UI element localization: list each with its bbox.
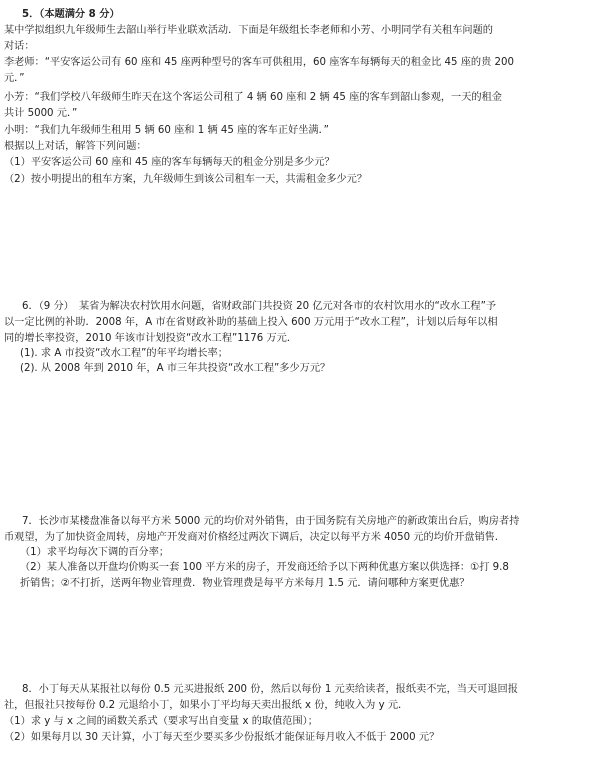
q7-line-2: 币观望，为了加快资金周转，房地产开发商对价格经过两次下调后，决定以每平方米 4050 元的均价开盘销售． (4, 532, 506, 543)
q6-sub-question-1: (1). 求 A 市投资“改水工程”的年平均增长率； (20, 348, 228, 359)
q5-title: 5．（本题满分 8 分） (22, 9, 120, 20)
q7-line-1: 7．长沙市某楼盘准备以每平方米 5000 元的均价对外销售，由于国务院有关房地产的新政策出台后，购房者持 (22, 516, 520, 527)
q7-sub-question-2-line-1: （2）某人准备以开盘均价购买一套 100 平方米的房子，开发商还给予以下两种优惠方案以供选择：①打 9.8 (20, 562, 509, 573)
q5-intro-line-2: 对话： (4, 41, 35, 52)
q5-prompt: 根据以上对话，解答下列问题： (4, 141, 147, 152)
q5-sub-question-1: （1）平安客运公司 60 座和 45 座的客车每辆每天的租金分别是多少元？ (4, 157, 335, 168)
q8-line-2: 社，但报社只按每份 0.2 元退给小丁，如果小丁平均每天卖出报纸 x 份，纯收入为 y 元． (4, 700, 409, 711)
q5-teacher-line-2: 元．” (4, 73, 25, 84)
q6-line-1: 6．（9 分） 某省为解决农村饮用水问题，省财政部门共投资 20 亿元对各市的农村饮用水的“改水工程”予 (22, 301, 497, 312)
q5-ming-line: 小明：“我们九年级师生租用 5 辆 60 座和 1 辆 45 座的客车正好坐满．” (4, 125, 329, 136)
q8-line-1: 8．小丁每天从某报社以每份 0.5 元买进报纸 200 份，然后以每份 1 元卖给读者，报纸卖不完，当天可退回报 (22, 684, 518, 695)
q7-sub-question-1: （1）求平均每次下调的百分率； (20, 547, 170, 558)
q8-sub-question-2: （2）如果每月以 30 天计算，小丁每天至少要买多少份报纸才能保证每月收入不低于 2000 元？ (4, 732, 440, 743)
q6-line-3: 同的增长率投资，2010 年该市计划投资“改水工程”1176 万元． (4, 333, 298, 344)
q6-sub-question-2: (2). 从 2008 年到 2010 年，A 市三年共投资“改水工程”多少万元？ (20, 363, 331, 374)
q5-intro-line-1: 某中学拟组织九年级师生去韶山举行毕业联欢活动．下面是年级组长李老师和小芳、小明同学有关租车问题的 (4, 25, 493, 36)
q8-sub-question-1: （1）求 y 与 x 之间的函数关系式（要求写出自变量 x 的取值范围）； (4, 716, 318, 727)
q5-sub-question-2: （2）按小明提出的租车方案，九年级师生到该公司租车一天，共需租金多少元？ (4, 174, 368, 185)
q5-fang-line-1: 小芳：“我们学校八年级师生昨天在这个客运公司租了 4 辆 60 座和 2 辆 45 座的客车到韶山参观，一天的租金 (4, 92, 502, 103)
q5-fang-line-2: 共计 5000 元．” (4, 108, 78, 119)
q5-teacher-line-1: 李老师：“平安客运公司有 60 座和 45 座两种型号的客车可供租用，60 座客车每辆每天的租金比 45 座的贵 200 (4, 57, 514, 68)
q6-line-2: 以一定比例的补助．2008 年，A 市在省财政补助的基础上投入 600 万元用于“改水工程”，计划以后每年以相 (4, 317, 498, 328)
q7-sub-question-2-line-2: 折销售；②不打折，送两年物业管理费．物业管理费是每平方米每月 1.5 元．请问哪种方案更优惠？ (20, 578, 470, 589)
